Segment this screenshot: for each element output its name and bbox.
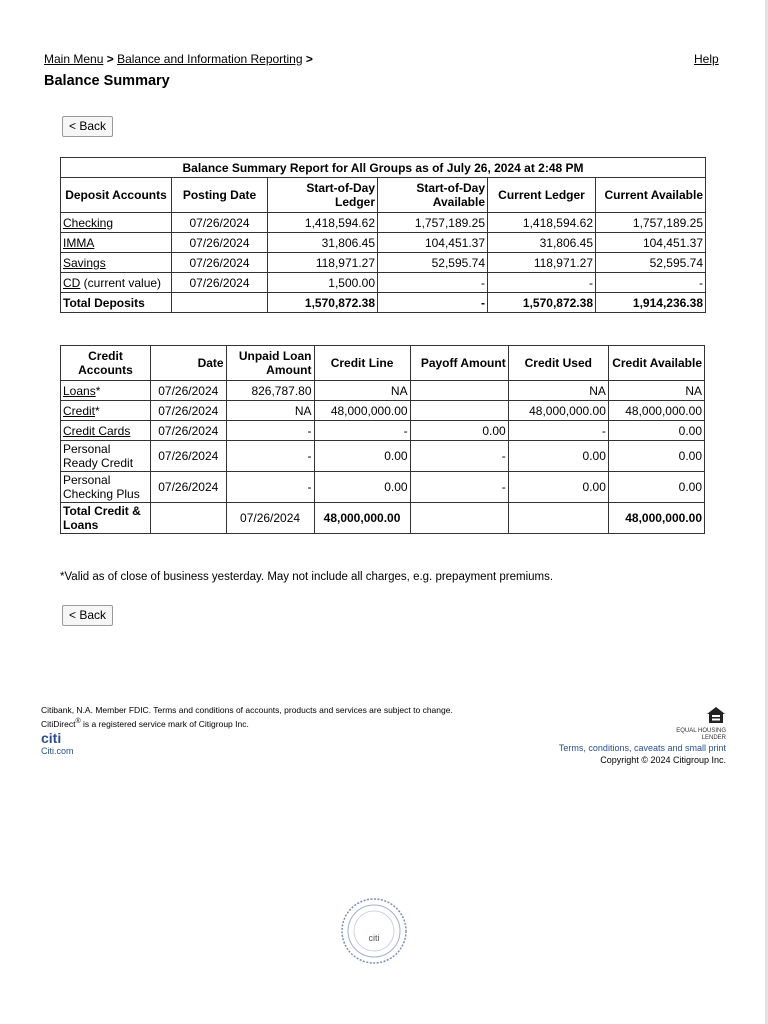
posting-date-cell: 07/26/2024 [172, 253, 268, 273]
current-ledger-cell: 1,570,872.38 [488, 293, 596, 313]
account-cell [61, 381, 151, 401]
account-suffix: (current value) [80, 275, 162, 290]
col-header-unpaid-loan: Unpaid Loan Amount [226, 346, 314, 381]
account-link-loans[interactable]: Loans [63, 383, 96, 398]
footnote-star: * [95, 383, 101, 398]
citidirect-name: CitiDirect [41, 718, 76, 729]
unpaid-cell: - [226, 421, 314, 441]
current-available-cell: 104,451.37 [596, 233, 706, 253]
credit-accounts-table [60, 345, 705, 534]
unpaid-cell: 07/26/2024 [226, 503, 314, 534]
account-link-checking[interactable]: Checking [63, 215, 114, 230]
col-header-credit-line: Credit Line [314, 346, 410, 381]
unpaid-cell: NA [226, 401, 314, 421]
breadcrumb-balance-info[interactable]: Balance and Information Reporting [117, 52, 303, 66]
citi-com-link[interactable]: Citi.com [41, 745, 74, 756]
table-row [61, 213, 706, 233]
credit-line-cell: NA [314, 381, 410, 401]
citi-logo: citi [41, 729, 62, 746]
account-cell [61, 401, 151, 421]
credit-used-cell: NA [508, 381, 608, 401]
col-header-credit-accounts: Credit Accounts [61, 346, 151, 381]
deposit-header-row [61, 178, 706, 213]
account-link-credit-cards[interactable]: Credit Cards [63, 423, 131, 438]
credit-used-cell: 0.00 [508, 441, 608, 472]
sod-available-cell: - [378, 293, 488, 313]
account-link-credit[interactable]: Credit [63, 403, 96, 418]
breadcrumb-separator: > [106, 52, 114, 66]
date-cell: 07/26/2024 [150, 441, 226, 472]
date-cell [150, 503, 226, 534]
citidirect-rest: is a registered service mark of Citigroup Inc. [80, 718, 249, 729]
current-available-cell: 1,757,189.25 [596, 213, 706, 233]
account-cell: Personal Ready Credit [61, 441, 151, 472]
fdic-text: Citibank, N.A. Member FDIC. Terms and conditions of accounts, products and services are subject to change. [41, 705, 453, 715]
citidirect-notice [41, 716, 521, 730]
table-row [61, 421, 705, 441]
credit-used-cell [508, 503, 608, 534]
breadcrumb [44, 52, 313, 66]
ehl-line1: EQUAL HOUSING [676, 728, 726, 734]
credit-line-cell: 48,000,000.00 [314, 503, 410, 534]
col-header-sod-available: Start-of-Day Available [378, 178, 488, 213]
payoff-cell: - [410, 441, 508, 472]
back-button-top[interactable]: < Back [62, 116, 113, 137]
sod-ledger-cell: 1,500.00 [268, 273, 378, 293]
col-header-sod-ledger: Start-of-Day Ledger [268, 178, 378, 213]
posting-date-cell: 07/26/2024 [172, 273, 268, 293]
back-button-bottom[interactable]: < Back [62, 605, 113, 626]
sod-ledger-cell: 31,806.45 [268, 233, 378, 253]
unpaid-cell: - [226, 441, 314, 472]
col-header-credit-used: Credit Used [508, 346, 608, 381]
col-header-posting-date: Posting Date [172, 178, 268, 213]
ehl-line2: LENDER [701, 735, 726, 741]
sod-available-cell: 52,595.74 [378, 253, 488, 273]
credit-used-cell: 0.00 [508, 472, 608, 503]
credit-available-cell: NA [608, 381, 704, 401]
total-label: Total Credit & Loans [61, 503, 151, 534]
current-available-cell: 52,595.74 [596, 253, 706, 273]
account-link-imma[interactable]: IMMA [63, 235, 95, 250]
payoff-cell [410, 503, 508, 534]
breadcrumb-separator-trailing: > [305, 52, 313, 66]
credit-available-cell: 0.00 [608, 472, 704, 503]
page-title: Balance Summary [44, 73, 170, 89]
col-header-deposit-accounts: Deposit Accounts [61, 178, 172, 213]
account-link-savings[interactable]: Savings [63, 255, 106, 270]
payoff-cell: 0.00 [410, 421, 508, 441]
col-header-current-ledger: Current Ledger [488, 178, 596, 213]
help-link[interactable]: Help [694, 52, 719, 66]
current-available-cell: 1,914,236.38 [596, 293, 706, 313]
credit-available-cell: 0.00 [608, 421, 704, 441]
payoff-cell [410, 401, 508, 421]
account-cell [61, 213, 172, 233]
col-header-current-available: Current Available [596, 178, 706, 213]
table-row [61, 253, 706, 273]
table-row [61, 441, 705, 472]
terms-link[interactable]: Terms, conditions, caveats and small print [558, 743, 726, 753]
credit-used-cell: 48,000,000.00 [508, 401, 608, 421]
sod-ledger-cell: 1,570,872.38 [268, 293, 378, 313]
credit-line-cell: 0.00 [314, 472, 410, 503]
current-ledger-cell: - [488, 273, 596, 293]
breadcrumb-main-menu[interactable]: Main Menu [44, 52, 104, 66]
account-cell [61, 253, 172, 273]
total-label: Total Deposits [61, 293, 172, 313]
footnote-star: * [95, 403, 100, 418]
current-ledger-cell: 118,971.27 [488, 253, 596, 273]
registered-mark: ® [75, 718, 81, 725]
payoff-cell [410, 381, 508, 401]
credit-line-cell: 48,000,000.00 [314, 401, 410, 421]
date-cell: 07/26/2024 [150, 472, 226, 503]
deposit-accounts-table [60, 157, 706, 313]
credit-line-cell: 0.00 [314, 441, 410, 472]
credit-available-cell: 48,000,000.00 [608, 503, 704, 534]
posting-date-cell [172, 293, 268, 313]
date-cell: 07/26/2024 [150, 401, 226, 421]
current-ledger-cell: 1,418,594.62 [488, 213, 596, 233]
table-row [61, 401, 705, 421]
col-header-payoff: Payoff Amount [410, 346, 508, 381]
sod-available-cell: 104,451.37 [378, 233, 488, 253]
table-row [61, 233, 706, 253]
current-ledger-cell: 31,806.45 [488, 233, 596, 253]
account-cell [61, 233, 172, 253]
sod-available-cell: - [378, 273, 488, 293]
total-credit-row [61, 503, 705, 534]
credit-available-cell: 0.00 [608, 441, 704, 472]
footnote: *Valid as of close of business yesterday. May not include all charges, e.g. prepayment premiums. [60, 571, 554, 583]
unpaid-cell: - [226, 472, 314, 503]
equal-housing-lender [526, 706, 726, 742]
table-row [61, 381, 705, 401]
unpaid-cell: 826,787.80 [226, 381, 314, 401]
account-cell [61, 273, 172, 293]
table-row [61, 472, 705, 503]
col-header-date: Date [150, 346, 226, 381]
equal-housing-icon [706, 706, 726, 724]
date-cell: 07/26/2024 [150, 421, 226, 441]
citi-seal-icon [340, 897, 408, 965]
table-row [61, 273, 706, 293]
account-cell: Personal Checking Plus [61, 472, 151, 503]
credit-header-row [61, 346, 705, 381]
footer-right [526, 706, 726, 766]
current-available-cell: - [596, 273, 706, 293]
seal-text: citi [368, 933, 380, 943]
account-link-cd[interactable]: CD [63, 275, 81, 290]
sod-available-cell: 1,757,189.25 [378, 213, 488, 233]
sod-ledger-cell: 1,418,594.62 [268, 213, 378, 233]
credit-line-cell: - [314, 421, 410, 441]
report-title: Balance Summary Report for All Groups as of July 26, 2024 at 2:48 PM [61, 158, 706, 178]
footer-legal [41, 704, 521, 757]
account-cell [61, 421, 151, 441]
posting-date-cell: 07/26/2024 [172, 213, 268, 233]
col-header-credit-available: Credit Available [608, 346, 704, 381]
credit-available-cell: 48,000,000.00 [608, 401, 704, 421]
sod-ledger-cell: 118,971.27 [268, 253, 378, 273]
payoff-cell: - [410, 472, 508, 503]
credit-used-cell: - [508, 421, 608, 441]
posting-date-cell: 07/26/2024 [172, 233, 268, 253]
copyright: Copyright © 2024 Citigroup Inc. [600, 755, 726, 765]
total-deposits-row [61, 293, 706, 313]
date-cell: 07/26/2024 [150, 381, 226, 401]
